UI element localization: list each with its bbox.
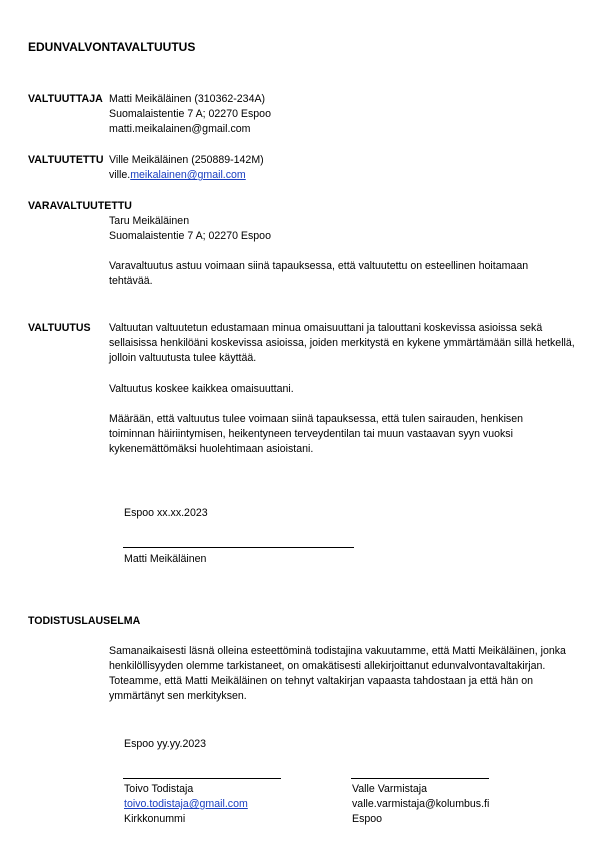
authorization-paragraph-3: Määrään, että valtuutus tulee voimaan siinä tapauksessa, että tulen sairauden, henkisen toiminnan häiriintymisen, heikentyneen terveydentilan tai muun vastaavan syyn vuoksi kykenemättömäksi huolehtimaan asioistani.: [109, 413, 524, 455]
witness-2-email: valle.varmistaja@kolumbus.fi: [352, 798, 490, 810]
grantor-address: Suomalaistentie 7 A; 02270 Espoo: [109, 108, 271, 120]
substitute-note: Varavaltuutus astuu voimaan siinä tapauksessa, että valtuutettu on esteellinen hoitamaan tehtävää.: [109, 260, 529, 287]
witness-2-name: Valle Varmistaja: [352, 783, 427, 795]
witness-place-date: Espoo yy.yy.2023: [124, 738, 207, 750]
witness-1-name: Toivo Todistaja: [124, 783, 194, 795]
witness-statement-label: TODISTUSLAUSELMA: [28, 615, 141, 627]
signature-place-date: Espoo xx.xx.2023: [124, 507, 208, 519]
grantor-email: matti.meikalainen@gmail.com: [109, 123, 251, 135]
attorney-label: VALTUUTETTU: [28, 154, 104, 166]
attorney-name: Ville Meikäläinen (250889-142M): [109, 154, 264, 166]
attorney-email-prefix: ville.: [109, 169, 131, 181]
witness-1-city: Kirkkonummi: [124, 813, 186, 825]
grantor-name: Matti Meikäläinen (310362-234A): [109, 93, 266, 105]
authorization-paragraph-1: Valtuutan valtuutetun edustamaan minua omaisuuttani ja talouttani koskevissa asioissa sekä sellaisissa henkilöäni koskevissa asioissa, joiden merkitystä en kykene ymmärtämään sillä hetkellä, jolloin valtuutusta tulee käyttää.: [109, 322, 575, 364]
witness-statement-text: Samanaikaisesti läsnä olleina esteettöminä todistajina vakuutamme, että Matti Meikäläinen, jonka henkilöllisyyden olemme tarkistaneet, on omakätisesti allekirjoittanut edunvalvontavaltakirjan. Toteamme, että Matti Meikäläinen on tehnyt valtakirjan vapaasta tahdostaan ja että hän on ymmärtänyt sen merkityksen.: [109, 645, 566, 702]
substitute-label: VARAVALTUUTETTU: [28, 200, 132, 212]
substitute-name: Taru Meikäläinen: [109, 215, 190, 227]
signature-line: [123, 547, 354, 548]
authorization-paragraph-2: Valtuutus koskee kaikkea omaisuuttani.: [109, 383, 294, 395]
grantor-label: VALTUUTTAJA: [28, 93, 103, 105]
attorney-email-link[interactable]: meikalainen@gmail.com: [130, 169, 246, 181]
witness-1-email: [124, 797, 248, 811]
witness-1-email-link[interactable]: toivo.todistaja@gmail.com: [124, 798, 248, 810]
signature-name: Matti Meikäläinen: [124, 553, 207, 565]
witness-2-city: Espoo: [352, 813, 383, 825]
attorney-email: [109, 168, 246, 182]
witness-1-signature-line: [123, 778, 281, 779]
document-title: EDUNVALVONTAVALTUUTUS: [28, 40, 196, 54]
authorization-label: VALTUUTUS: [28, 322, 91, 334]
witness-2-signature-line: [351, 778, 489, 779]
substitute-address: Suomalaistentie 7 A; 02270 Espoo: [109, 230, 271, 242]
